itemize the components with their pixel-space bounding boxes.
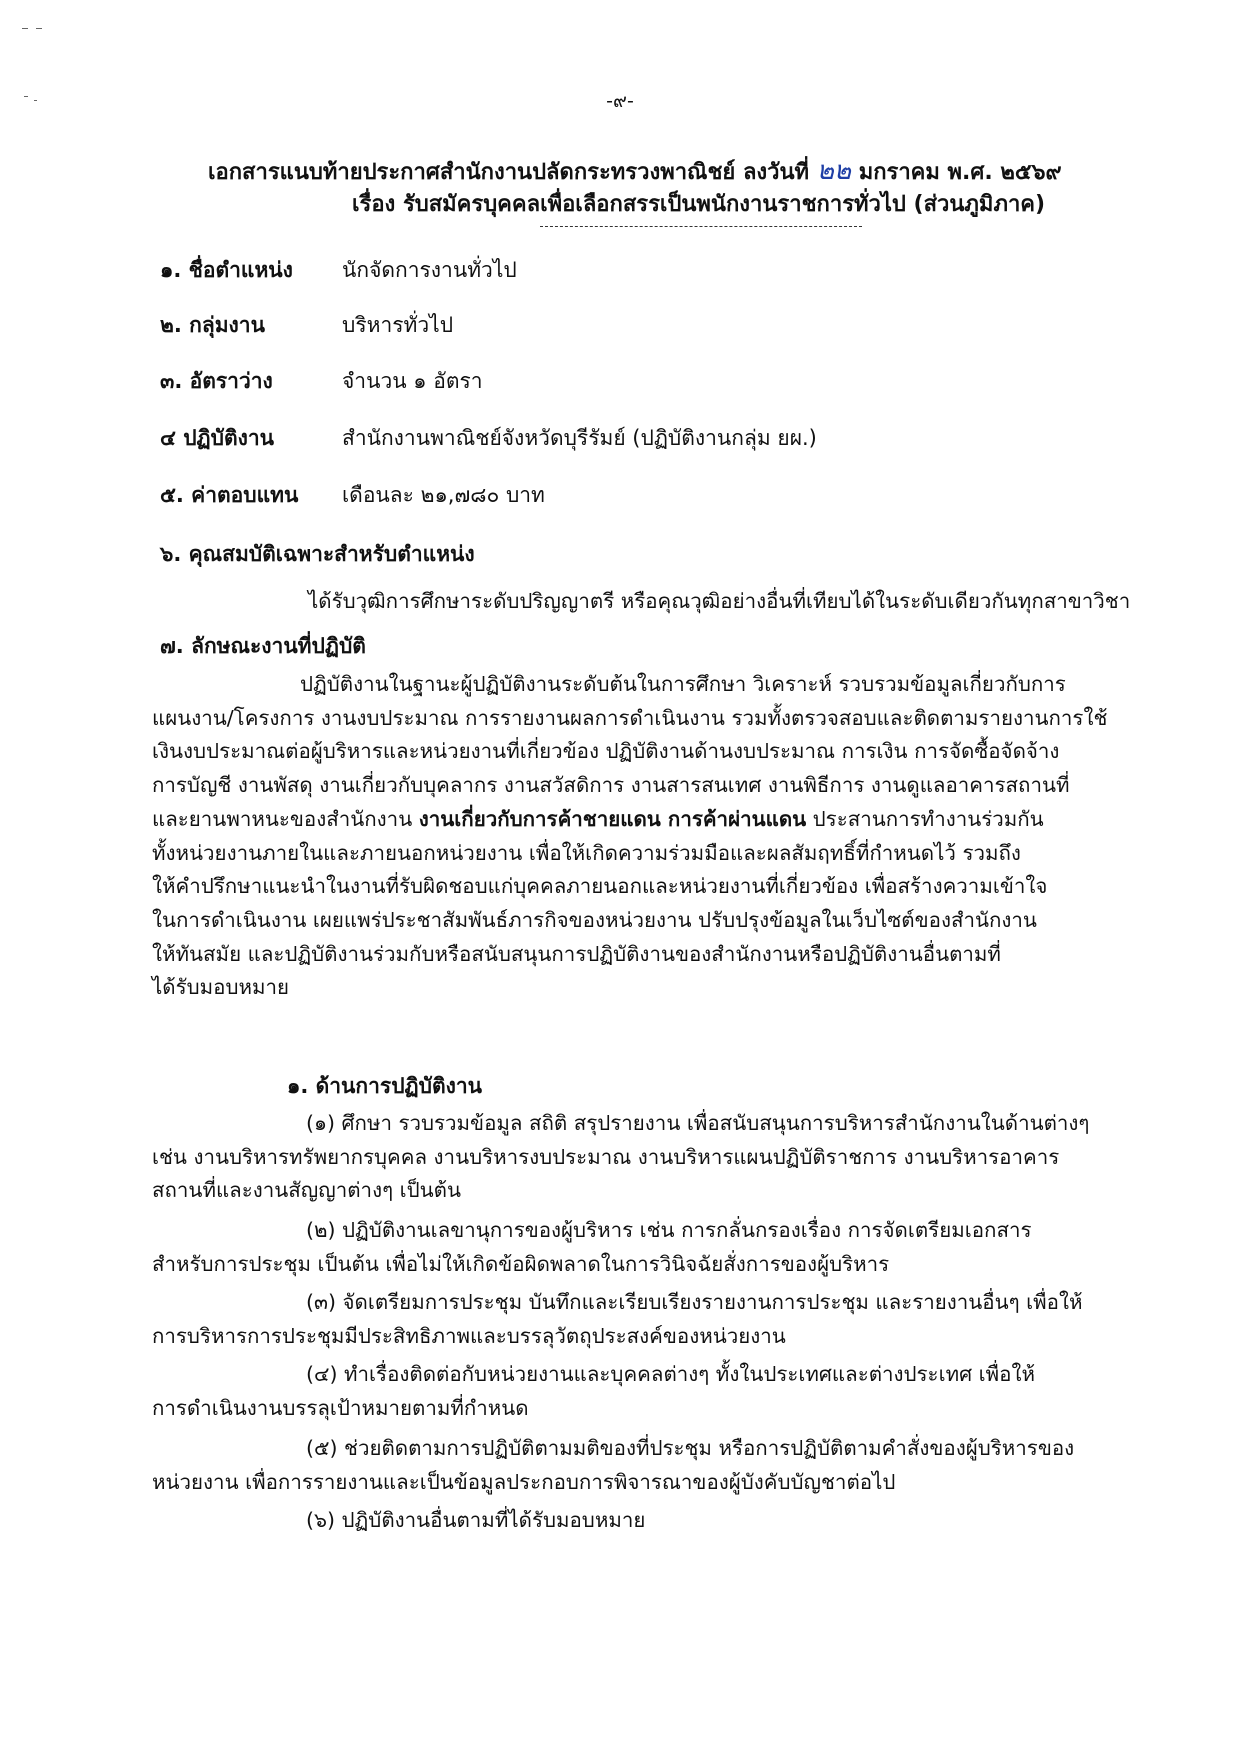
header-divider (540, 226, 862, 227)
paragraph-line: เงินงบประมาณต่อผู้บริหารและหน่วยงานที่เกี่ยวข้อง ปฏิบัติงานด้านงบประมาณ การเงิน การจัดซื้อจัดจ้าง (152, 739, 1060, 764)
header-line-1 (208, 150, 1062, 191)
duty-item-line: การดำเนินงานบรรลุเป้าหมายตามที่กำหนด (152, 1395, 529, 1420)
duty-item-line: สำหรับการประชุม เป็นต้น เพื่อไม่ให้เกิดข้อผิดพลาดในการวินิจฉัยสั่งการของผู้บริหาร (152, 1251, 890, 1276)
duty-item-5 (152, 1432, 1108, 1499)
section-7-heading: ๗. ลักษณะงานที่ปฏิบัติ (160, 634, 366, 658)
paragraph-text: ประสานการทำงานร่วมกัน (806, 806, 1044, 831)
section-6-heading: ๖. คุณสมบัติเฉพาะสำหรับตำแหน่ง (160, 542, 475, 566)
bold-phrase: งานเกี่ยวกับการค้าชายแดน การค้าผ่านแดน (418, 806, 807, 831)
field-label: ๔ ปฏิบัติงาน (160, 426, 275, 450)
duty-item-first-line: (๑) ศึกษา รวบรวมข้อมูล สถิติ สรุปรายงาน เพื่อสนับสนุนการบริหารสำนักงานในด้านต่างๆ (306, 1111, 1090, 1135)
duty-item-2 (152, 1214, 1108, 1281)
field-label: ๑. ชื่อตำแหน่ง (160, 258, 293, 282)
duty-heading: ๑. ด้านการปฏิบัติงาน (287, 1074, 482, 1098)
field-label: ๕. ค่าตอบแทน (160, 483, 299, 507)
scan-speck (36, 28, 42, 29)
duty-item-3 (152, 1286, 1108, 1353)
duty-item-first-line: (๖) ปฏิบัติงานอื่นตามที่ได้รับมอบหมาย (306, 1508, 646, 1532)
duty-item-line: หน่วยงาน เพื่อการรายงานและเป็นข้อมูลประกอบการพิจารณาของผู้บังคับบัญชาต่อไป (152, 1469, 896, 1494)
duty-item-6 (152, 1504, 1108, 1538)
duty-item-first-line: (๕) ช่วยติดตามการปฏิบัติตามมติของที่ประชุม หรือการปฏิบัติตามคำสั่งของผู้บริหารของ (306, 1436, 1075, 1460)
duty-item-first-line: (๔) ทำเรื่องติดต่อกับหน่วยงานและบุคคลต่างๆ ทั้งในประเทศและต่างประเทศ เพื่อให้ (306, 1362, 1035, 1386)
paragraph-text: และยานพาหนะของสำนักงาน (152, 806, 419, 831)
field-value: บริหารทั่วไป (342, 313, 454, 337)
paragraph-line: ในการดำเนินงาน เผยแพร่ประชาสัมพันธ์ภารกิจของหน่วยงาน ปรับปรุงข้อมูลในเว็บไซต์ของสำนักงาน (152, 907, 1037, 932)
field-value: นักจัดการงานทั่วไป (342, 258, 517, 282)
paragraph-line: แผนงาน/โครงการ งานงบประมาณ การรายงานผลการดำเนินงาน รวมทั้งตรวจสอบและติดตามรายงานการใช้ (152, 705, 1108, 730)
scan-speck (22, 28, 28, 29)
paragraph-line (152, 803, 1108, 837)
paragraph-line: ทั้งหน่วยงานภายในและภายนอกหน่วยงาน เพื่อให้เกิดความร่วมมือและผลสัมฤทธิ์ที่กำหนดไว้ รวมถึง (152, 840, 1021, 865)
header-prefix: เอกสารแนบท้ายประกาศสำนักงานปลัดกระทรวงพาณิชย์ ลงวันที่ (208, 160, 810, 185)
duty-item-line: เช่น งานบริหารทรัพยากรบุคคล งานบริหารงบประมาณ งานบริหารแผนปฏิบัติราชการ งานบริหารอาคาร (152, 1144, 1060, 1169)
duty-item-line: สถานที่และงานสัญญาต่างๆ เป็นต้น (152, 1178, 461, 1202)
duty-item-first-line: (๓) จัดเตรียมการประชุม บันทึกและเรียบเรียงรายงานการประชุม และรายงานอื่นๆ เพื่อให้ (306, 1290, 1083, 1314)
field-value: จำนวน ๑ อัตรา (342, 369, 483, 393)
header-suffix: มกราคม พ.ศ. ๒๕๖๙ (858, 160, 1062, 185)
paragraph-line: ได้รับมอบหมาย (152, 975, 290, 1000)
header-line-2: เรื่อง รับสมัครบุคคลเพื่อเลือกสรรเป็นพนักงานราชการทั่วไป (ส่วนภูมิภาค) (352, 192, 1046, 217)
paragraph-line: การบัญชี งานพัสดุ งานเกี่ยวกับบุคลากร งานสวัสดิการ งานสารสนเทศ งานพิธีการ งานดูแลอาคารสถานที่ (152, 773, 1070, 798)
duty-item-first-line: (๒) ปฏิบัติงานเลขานุการของผู้บริหาร เช่น การกลั่นกรองเรื่อง การจัดเตรียมเอกสาร (306, 1218, 1032, 1242)
field-value: เดือนละ ๒๑,๗๘๐ บาท (342, 483, 545, 507)
duty-item-4 (152, 1358, 1108, 1425)
field-value: สำนักงานพาณิชย์จังหวัดบุรีรัมย์ (ปฏิบัติงานกลุ่ม ยผ.) (342, 426, 817, 450)
paragraph-line: ให้ทันสมัย และปฏิบัติงานร่วมกับหรือสนับสนุนการปฏิบัติงานของสำนักงานหรือปฏิบัติงานอื่นตามที่ (152, 941, 1001, 966)
page-number: -๙- (606, 90, 634, 112)
qualification-text: ได้รับวุฒิการศึกษาระดับปริญญาตรี หรือคุณวุฒิอย่างอื่นที่เทียบได้ในระดับเดียวกันทุกสาขาวิชา (308, 589, 1131, 613)
paragraph-line: ปฏิบัติงานในฐานะผู้ปฏิบัติงานระดับต้นในการศึกษา วิเคราะห์ รวบรวมข้อมูลเกี่ยวกับการ (300, 672, 1066, 696)
field-label: ๓. อัตราว่าง (160, 369, 273, 393)
paragraph-line: ให้คำปรึกษาแนะนำในงานที่รับผิดชอบแก่บุคคลภายนอกและหน่วยงานที่เกี่ยวข้อง เพื่อสร้างความเข้าใจ (152, 874, 1048, 899)
duty-item-1 (152, 1107, 1108, 1208)
handwritten-day: ๒๒ (816, 156, 852, 186)
duty-item-line: การบริหารการประชุมมีประสิทธิภาพและบรรลุวัตถุประสงค์ของหน่วยงาน (152, 1323, 786, 1348)
field-label: ๒. กลุ่มงาน (160, 313, 265, 337)
job-description-paragraph (152, 668, 1108, 1005)
